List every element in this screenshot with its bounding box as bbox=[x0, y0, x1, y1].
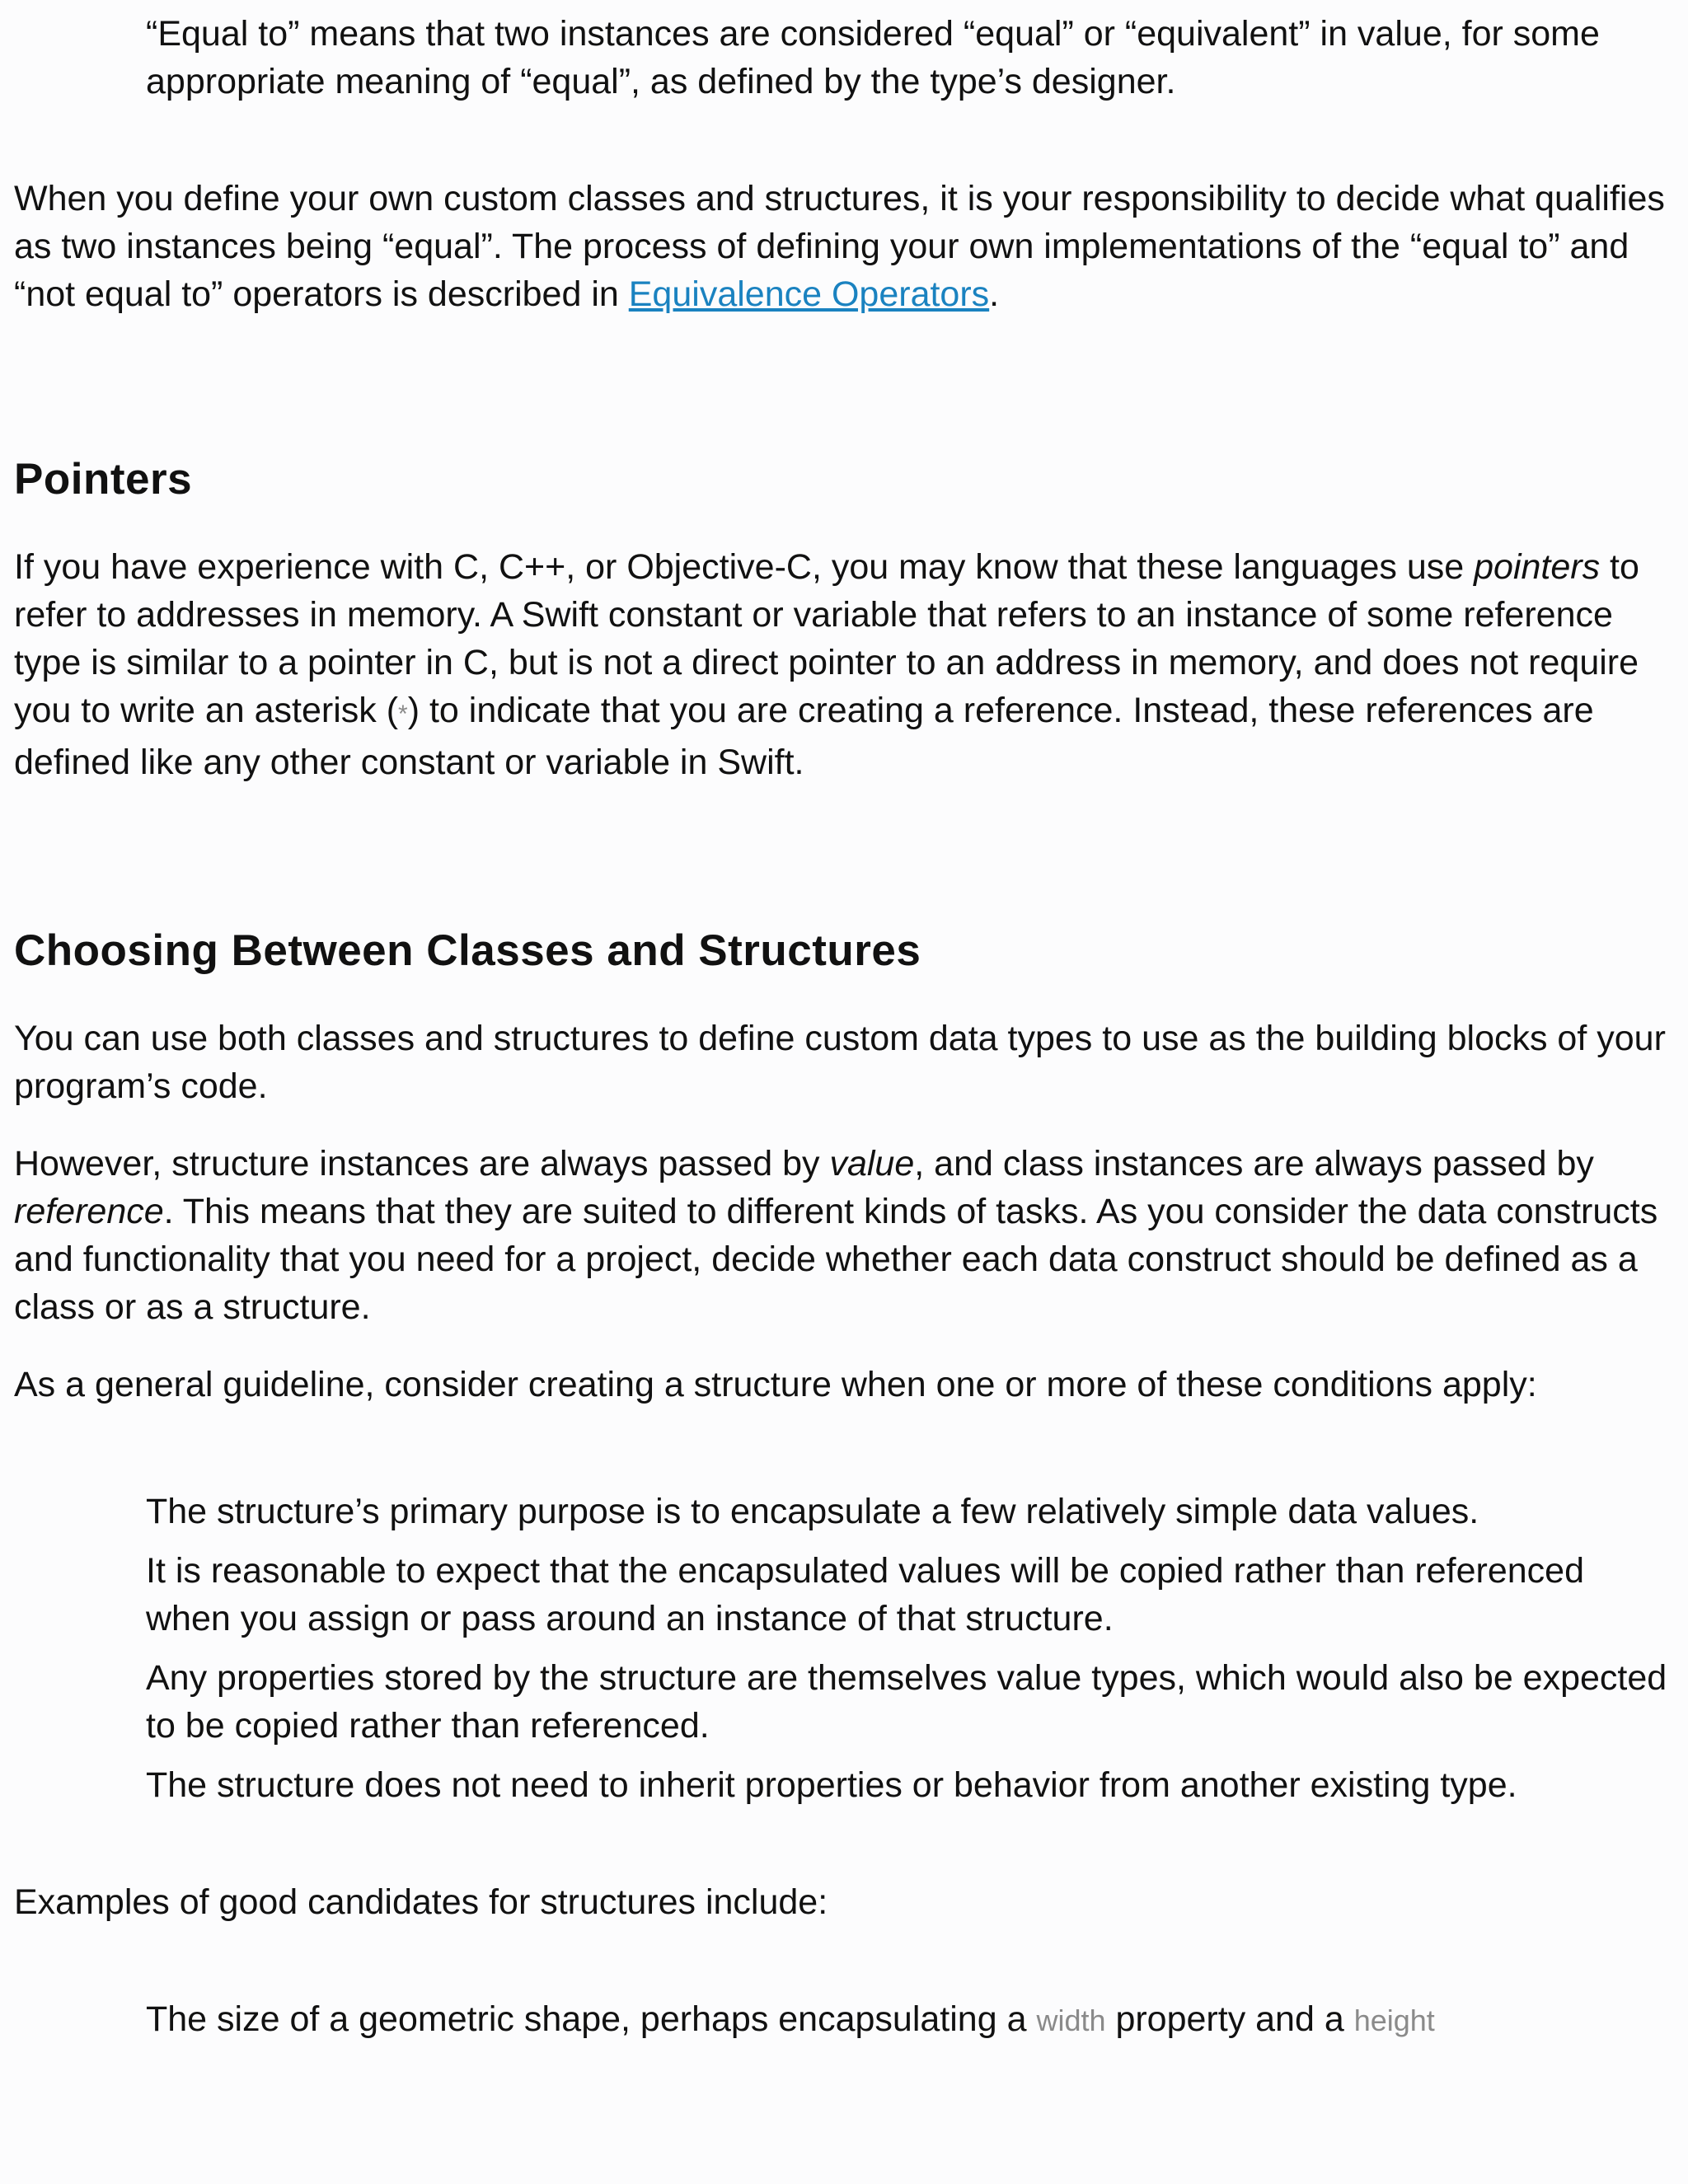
equality-paragraph bbox=[14, 175, 1675, 318]
pointers-text-c: ) to indicate that you are creating a reference. Instead, these references are defined like any other constant or variable in Swift. bbox=[14, 691, 1594, 782]
equality-quote: “Equal to” means that two instances are considered “equal” or “equivalent” in value, for some appropriate meaning of “equal”, as defined by the type’s designer. bbox=[146, 14, 1600, 101]
example-text-b: property and a bbox=[1105, 1999, 1354, 2039]
pointers-paragraph bbox=[14, 543, 1675, 786]
pointers-term: pointers bbox=[1474, 547, 1601, 587]
examples-list bbox=[146, 1995, 1675, 2045]
list-item bbox=[146, 1995, 1675, 2045]
list-item: It is reasonable to expect that the encapsulated values will be copied rather than referenced when you assign or pass around an instance of that structure. bbox=[146, 1551, 1584, 1638]
example-text-a: The size of a geometric shape, perhaps encapsulating a bbox=[146, 1999, 1037, 2039]
reference-term: reference bbox=[14, 1192, 164, 1231]
pointers-text-a: If you have experience with C, C++, or Objective-C, you may know that these languages use bbox=[14, 547, 1475, 587]
document-page bbox=[14, 10, 1675, 2045]
choosing-paragraph-2 bbox=[14, 1140, 1675, 1331]
choosing-paragraph-1: You can use both classes and structures to define custom data types to use as the building blocks of your program’s code. bbox=[14, 1019, 1666, 1106]
list-item: Any properties stored by the structure are themselves value types, which would also be expected to be copied rather than referenced. bbox=[146, 1658, 1667, 1746]
asterisk-code: * bbox=[398, 701, 408, 728]
equivalence-operators-link[interactable]: Equivalence Operators bbox=[628, 274, 990, 314]
list-item: The structure’s primary purpose is to encapsulate a few relatively simple data values. bbox=[146, 1492, 1479, 1531]
examples-intro: Examples of good candidates for structures include: bbox=[14, 1882, 828, 1922]
choosing-p2-text-b: , and class instances are always passed by bbox=[914, 1144, 1594, 1183]
pointers-heading: Pointers bbox=[14, 455, 193, 504]
height-code: height bbox=[1353, 2004, 1435, 2037]
value-term: value bbox=[829, 1144, 915, 1183]
equality-text-end: . bbox=[989, 274, 1000, 314]
list-item: The structure does not need to inherit properties or behavior from another existing type. bbox=[146, 1765, 1517, 1805]
choosing-heading: Choosing Between Classes and Structures bbox=[14, 926, 921, 975]
choosing-paragraph-3: As a general guideline, consider creating a structure when one or more of these conditions apply: bbox=[14, 1365, 1537, 1404]
pointers-text-b: to refer to addresses in memory. A Swift constant or variable that refers to an instance of some reference type is similar to a pointer in C, but is not a direct pointer to an address in memory, and does not require you to write an asterisk ( bbox=[14, 547, 1639, 730]
choosing-p2-text-a: However, structure instances are always passed by bbox=[14, 1144, 830, 1183]
choosing-p2-text-c: . This means that they are suited to different kinds of tasks. As you consider the data constructs and functionality that you need for a project, decide whether each data construct should be defined as a class or as a structure. bbox=[14, 1192, 1658, 1327]
conditions-list bbox=[146, 1488, 1675, 1809]
width-code: width bbox=[1036, 2004, 1106, 2037]
equality-text: When you define your own custom classes and structures, it is your responsibility to decide what qualifies as two instances being “equal”. The process of defining your own implementations of the “equal to” and “not equal to” operators is described in bbox=[14, 179, 1665, 314]
